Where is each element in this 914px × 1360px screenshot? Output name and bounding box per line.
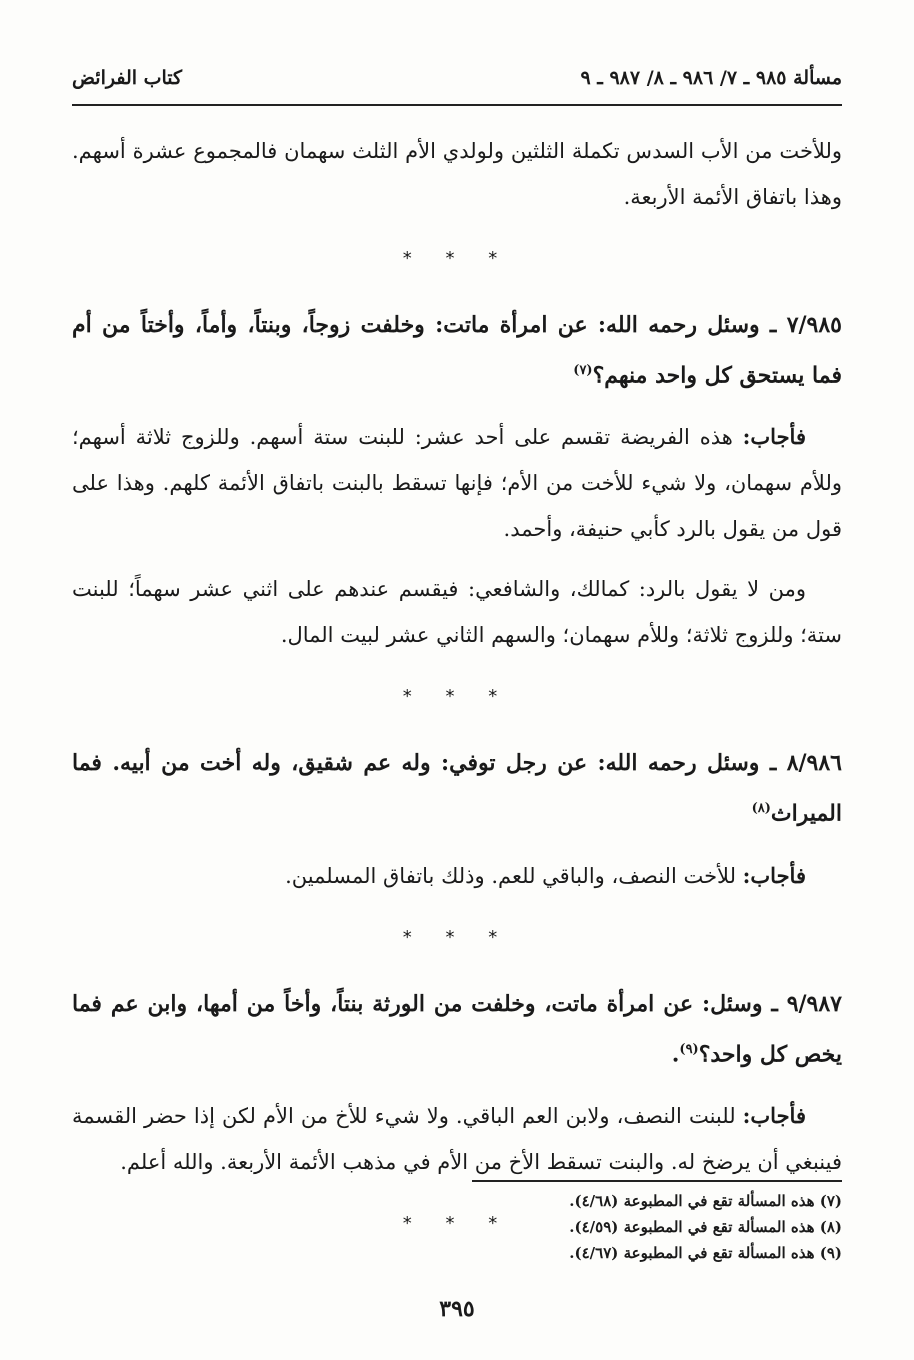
question-text: ٩/٩٨٧ ـ وسئل: عن امرأة ماتت، وخلفت من الورثة بنتاً، وأخاً من أمها، وابن عم فما يخص كل واحد؟: [72, 990, 842, 1067]
question-text: ٨/٩٨٦ ـ وسئل رحمه الله: عن رجل توفي: وله عم شقيق، وله أخت من أبيه. فما الميراث: [72, 750, 842, 827]
page-number: ٣٩٥: [439, 1296, 475, 1322]
answer-987: [72, 1093, 842, 1185]
answer-lead: فأجاب:: [742, 1102, 806, 1128]
answer-985-continued: ومن لا يقول بالرد: كمالك، والشافعي: فيقسم عندهم على اثني عشر سهماً؛ للبنت ستة؛ وللزوج ثلاثة؛ وللأم سهمان؛ والسهم الثاني عشر لبيت المال.: [72, 577, 842, 648]
question-text: ٧/٩٨٥ ـ وسئل رحمه الله: عن امرأة ماتت: وخلفت زوجاً، وبنتاً، وأماً، وأختاً من أم فما يستحق كل واحد منهم؟: [72, 312, 842, 389]
section-range: مسألة ٩٨٥ ـ ٧/ ٩٨٦ ـ ٨/ ٩٨٧ ـ ٩: [580, 67, 842, 89]
answer-text: للأخت النصف، والباقي للعم. وذلك باتفاق المسلمين.: [285, 863, 743, 888]
footnote-ref: (٨): [751, 801, 771, 817]
footnote-divider: [472, 1180, 842, 1182]
main-text: [72, 128, 842, 1267]
footnote-ref: (٧): [573, 363, 593, 378]
section-separator: * * *: [402, 248, 512, 269]
footnote-7: (٧) هذه المسألة تقع في المطبوعة (٤/٦٨).: [569, 1192, 842, 1210]
footnote-9: (٩) هذه المسألة تقع في المطبوعة (٤/٦٧).: [569, 1244, 842, 1262]
header-divider: [72, 104, 842, 106]
answer-lead: فأجاب:: [742, 424, 806, 450]
answer-text: للبنت النصف، ولابن العم الباقي. ولا شيء للأخ من الأم لكن إذا حضر القسمة فينبغي أن يرضخ له. والبنت تسقط الأخ من الأم في مذهب الأئمة الأربعة. والله أعلم.: [72, 1103, 842, 1174]
answer-986: [72, 853, 842, 899]
section-separator: * * *: [402, 926, 512, 948]
section-separator: * * *: [402, 686, 512, 708]
footnote-8: (٨) هذه المسألة تقع في المطبوعة (٤/٥٩).: [569, 1218, 842, 1236]
book-title: كتاب الفرائض: [72, 67, 183, 89]
answer-lead: فأجاب:: [742, 862, 806, 888]
running-header: [72, 60, 842, 96]
footnote-ref: (٩): [679, 1041, 699, 1057]
answer-text: هذه الفريضة تقسم على أحد عشر: للبنت ستة أسهم. وللزوج ثلاثة أسهم؛ وللأم سهمان، ولا شيء للأخت من الأم؛ فإنها تسقط بالبنت باتفاق الأئمة كلهم. وهذا على قول من يقول بالرد كأبي حنيفة، وأحمد.: [72, 425, 842, 542]
footnotes: [412, 1188, 842, 1266]
question-985: [72, 302, 842, 398]
question-end: .: [671, 1040, 680, 1067]
question-986: [72, 740, 842, 836]
section-separator: * * *: [402, 1212, 512, 1234]
answer-985: [72, 414, 842, 552]
question-987: [72, 981, 842, 1077]
intro-paragraph: وللأخت من الأب السدس تكملة الثلثين ولولدي الأم الثلث سهمان فالمجموع عشرة أسهم. وهذا باتفاق الأئمة الأربعة.: [72, 139, 842, 209]
